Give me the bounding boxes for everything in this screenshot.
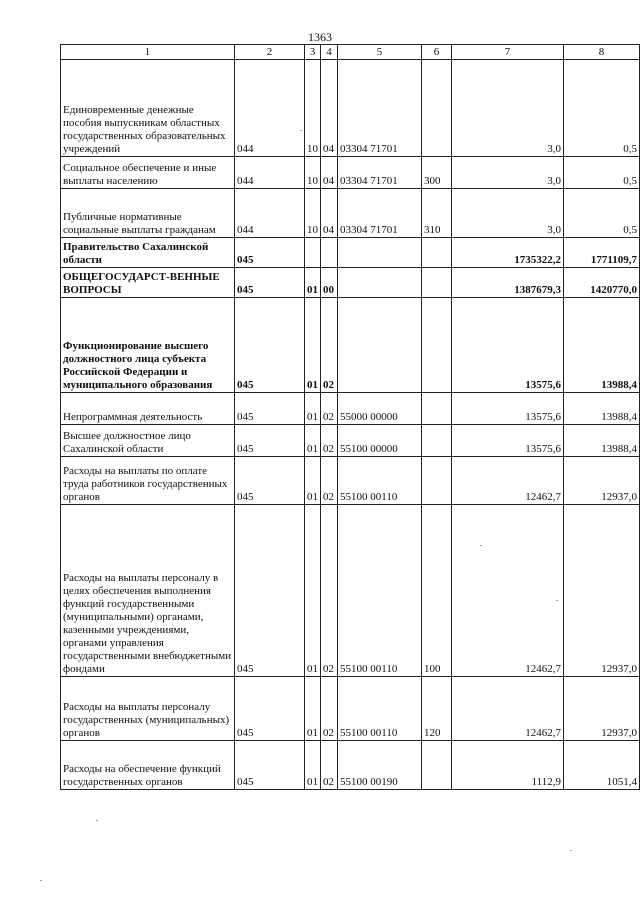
expense-type-code (422, 238, 452, 268)
budget-table (60, 44, 640, 790)
section-code: 01 (305, 268, 321, 298)
ministry-code: 045 (235, 457, 305, 505)
item-name: Высшее должностное лицо Сахалинской области (61, 425, 235, 457)
amount-year-1: 3,0 (452, 60, 564, 157)
target-article-code: 03304 71701 (338, 189, 422, 238)
expense-type-code (422, 268, 452, 298)
subsection-code: 02 (321, 741, 338, 790)
table-row (61, 189, 640, 238)
target-article-code (338, 298, 422, 393)
item-name: Непрограммная деятельность (61, 393, 235, 425)
amount-year-2: 13988,4 (564, 298, 640, 393)
section-code (305, 238, 321, 268)
ministry-code: 045 (235, 425, 305, 457)
target-article-code: 03304 71701 (338, 157, 422, 189)
expense-type-code (422, 425, 452, 457)
target-article-code: 55100 00190 (338, 741, 422, 790)
item-name: ОБЩЕГОСУДАРСТ-ВЕННЫЕ ВОПРОСЫ (61, 268, 235, 298)
subsection-code: 02 (321, 298, 338, 393)
table-row (61, 741, 640, 790)
header-cell: 6 (422, 45, 452, 60)
amount-year-1: 3,0 (452, 157, 564, 189)
section-code: 01 (305, 457, 321, 505)
table-row (61, 298, 640, 393)
expense-type-code: 100 (422, 505, 452, 677)
amount-year-2: 0,5 (564, 157, 640, 189)
header-cell: 4 (321, 45, 338, 60)
amount-year-2: 13988,4 (564, 425, 640, 457)
item-name: Расходы на выплаты персоналу государственных (муниципальных) органов (61, 677, 235, 741)
table-row (61, 425, 640, 457)
ministry-code: 045 (235, 393, 305, 425)
header-cell: 5 (338, 45, 422, 60)
amount-year-2: 12937,0 (564, 457, 640, 505)
section-code: 01 (305, 677, 321, 741)
target-article-code: 55000 00000 (338, 393, 422, 425)
amount-year-1: 12462,7 (452, 505, 564, 677)
amount-year-2: 12937,0 (564, 505, 640, 677)
subsection-code: 02 (321, 425, 338, 457)
item-name: Правительство Сахалинской области (61, 238, 235, 268)
subsection-code: 04 (321, 157, 338, 189)
section-code: 01 (305, 425, 321, 457)
section-code: 01 (305, 505, 321, 677)
scan-speck (556, 600, 558, 601)
page-number: 1363 (308, 30, 332, 44)
table-row (61, 238, 640, 268)
ministry-code: 045 (235, 268, 305, 298)
subsection-code: 04 (321, 60, 338, 157)
expense-type-code: 300 (422, 157, 452, 189)
expense-type-code (422, 457, 452, 505)
amount-year-1: 1387679,3 (452, 268, 564, 298)
item-name: Расходы на обеспечение функций государственных органов (61, 741, 235, 790)
ministry-code: 045 (235, 677, 305, 741)
amount-year-2: 0,5 (564, 189, 640, 238)
amount-year-2: 1420770,0 (564, 268, 640, 298)
target-article-code: 55100 00110 (338, 505, 422, 677)
item-name: Социальное обеспечение и иные выплаты населению (61, 157, 235, 189)
expense-type-code (422, 298, 452, 393)
subsection-code: 02 (321, 457, 338, 505)
item-name: Единовременные денежные пособия выпускникам областных государственных образовательных учреждений (61, 60, 235, 157)
table-row (61, 457, 640, 505)
ministry-code: 045 (235, 505, 305, 677)
amount-year-2: 1771109,7 (564, 238, 640, 268)
target-article-code (338, 268, 422, 298)
subsection-code: 02 (321, 677, 338, 741)
amount-year-2: 1051,4 (564, 741, 640, 790)
section-code: 10 (305, 60, 321, 157)
amount-year-1: 13575,6 (452, 298, 564, 393)
header-cell: 3 (305, 45, 321, 60)
amount-year-1: 3,0 (452, 189, 564, 238)
target-article-code: 55100 00110 (338, 457, 422, 505)
amount-year-1: 12462,7 (452, 677, 564, 741)
subsection-code: 04 (321, 189, 338, 238)
amount-year-1: 1112,9 (452, 741, 564, 790)
ministry-code: 044 (235, 157, 305, 189)
item-name: Публичные нормативные социальные выплаты гражданам (61, 189, 235, 238)
scan-speck (300, 130, 302, 131)
amount-year-1: 12462,7 (452, 457, 564, 505)
expense-type-code (422, 741, 452, 790)
amount-year-1: 1735322,2 (452, 238, 564, 268)
section-code: 01 (305, 393, 321, 425)
section-code: 10 (305, 189, 321, 238)
header-row (61, 45, 640, 60)
table-row (61, 157, 640, 189)
table-row (61, 268, 640, 298)
subsection-code (321, 238, 338, 268)
expense-type-code: 310 (422, 189, 452, 238)
section-code: 01 (305, 298, 321, 393)
amount-year-1: 13575,6 (452, 393, 564, 425)
ministry-code: 045 (235, 741, 305, 790)
table-row (61, 393, 640, 425)
target-article-code (338, 238, 422, 268)
table-row (61, 677, 640, 741)
target-article-code: 03304 71701 (338, 60, 422, 157)
expense-type-code (422, 393, 452, 425)
ministry-code: 044 (235, 60, 305, 157)
amount-year-2: 0,5 (564, 60, 640, 157)
section-code: 10 (305, 157, 321, 189)
section-code: 01 (305, 741, 321, 790)
header-cell: 2 (235, 45, 305, 60)
target-article-code: 55100 00110 (338, 677, 422, 741)
header-cell: 1 (61, 45, 235, 60)
scan-speck (570, 850, 572, 851)
header-cell: 7 (452, 45, 564, 60)
scan-speck (40, 880, 42, 881)
subsection-code: 00 (321, 268, 338, 298)
table-row (61, 60, 640, 157)
scan-speck (480, 545, 482, 546)
ministry-code: 045 (235, 298, 305, 393)
item-name: Функционирование высшего должностного лица субъекта Российской Федерации и муниципального образования (61, 298, 235, 393)
item-name: Расходы на выплаты персоналу в целях обеспечения выполнения функций государственными (муниципальными) органами, казенными учреждениями, органами управления государственными внебюджетными фондами (61, 505, 235, 677)
amount-year-2: 13988,4 (564, 393, 640, 425)
ministry-code: 044 (235, 189, 305, 238)
amount-year-1: 13575,6 (452, 425, 564, 457)
item-name: Расходы на выплаты по оплате труда работников государственных органов (61, 457, 235, 505)
expense-type-code: 120 (422, 677, 452, 741)
subsection-code: 02 (321, 505, 338, 677)
amount-year-2: 12937,0 (564, 677, 640, 741)
target-article-code: 55100 00000 (338, 425, 422, 457)
expense-type-code (422, 60, 452, 157)
ministry-code: 045 (235, 238, 305, 268)
table-row (61, 505, 640, 677)
header-cell: 8 (564, 45, 640, 60)
scan-speck (96, 820, 98, 821)
subsection-code: 02 (321, 393, 338, 425)
